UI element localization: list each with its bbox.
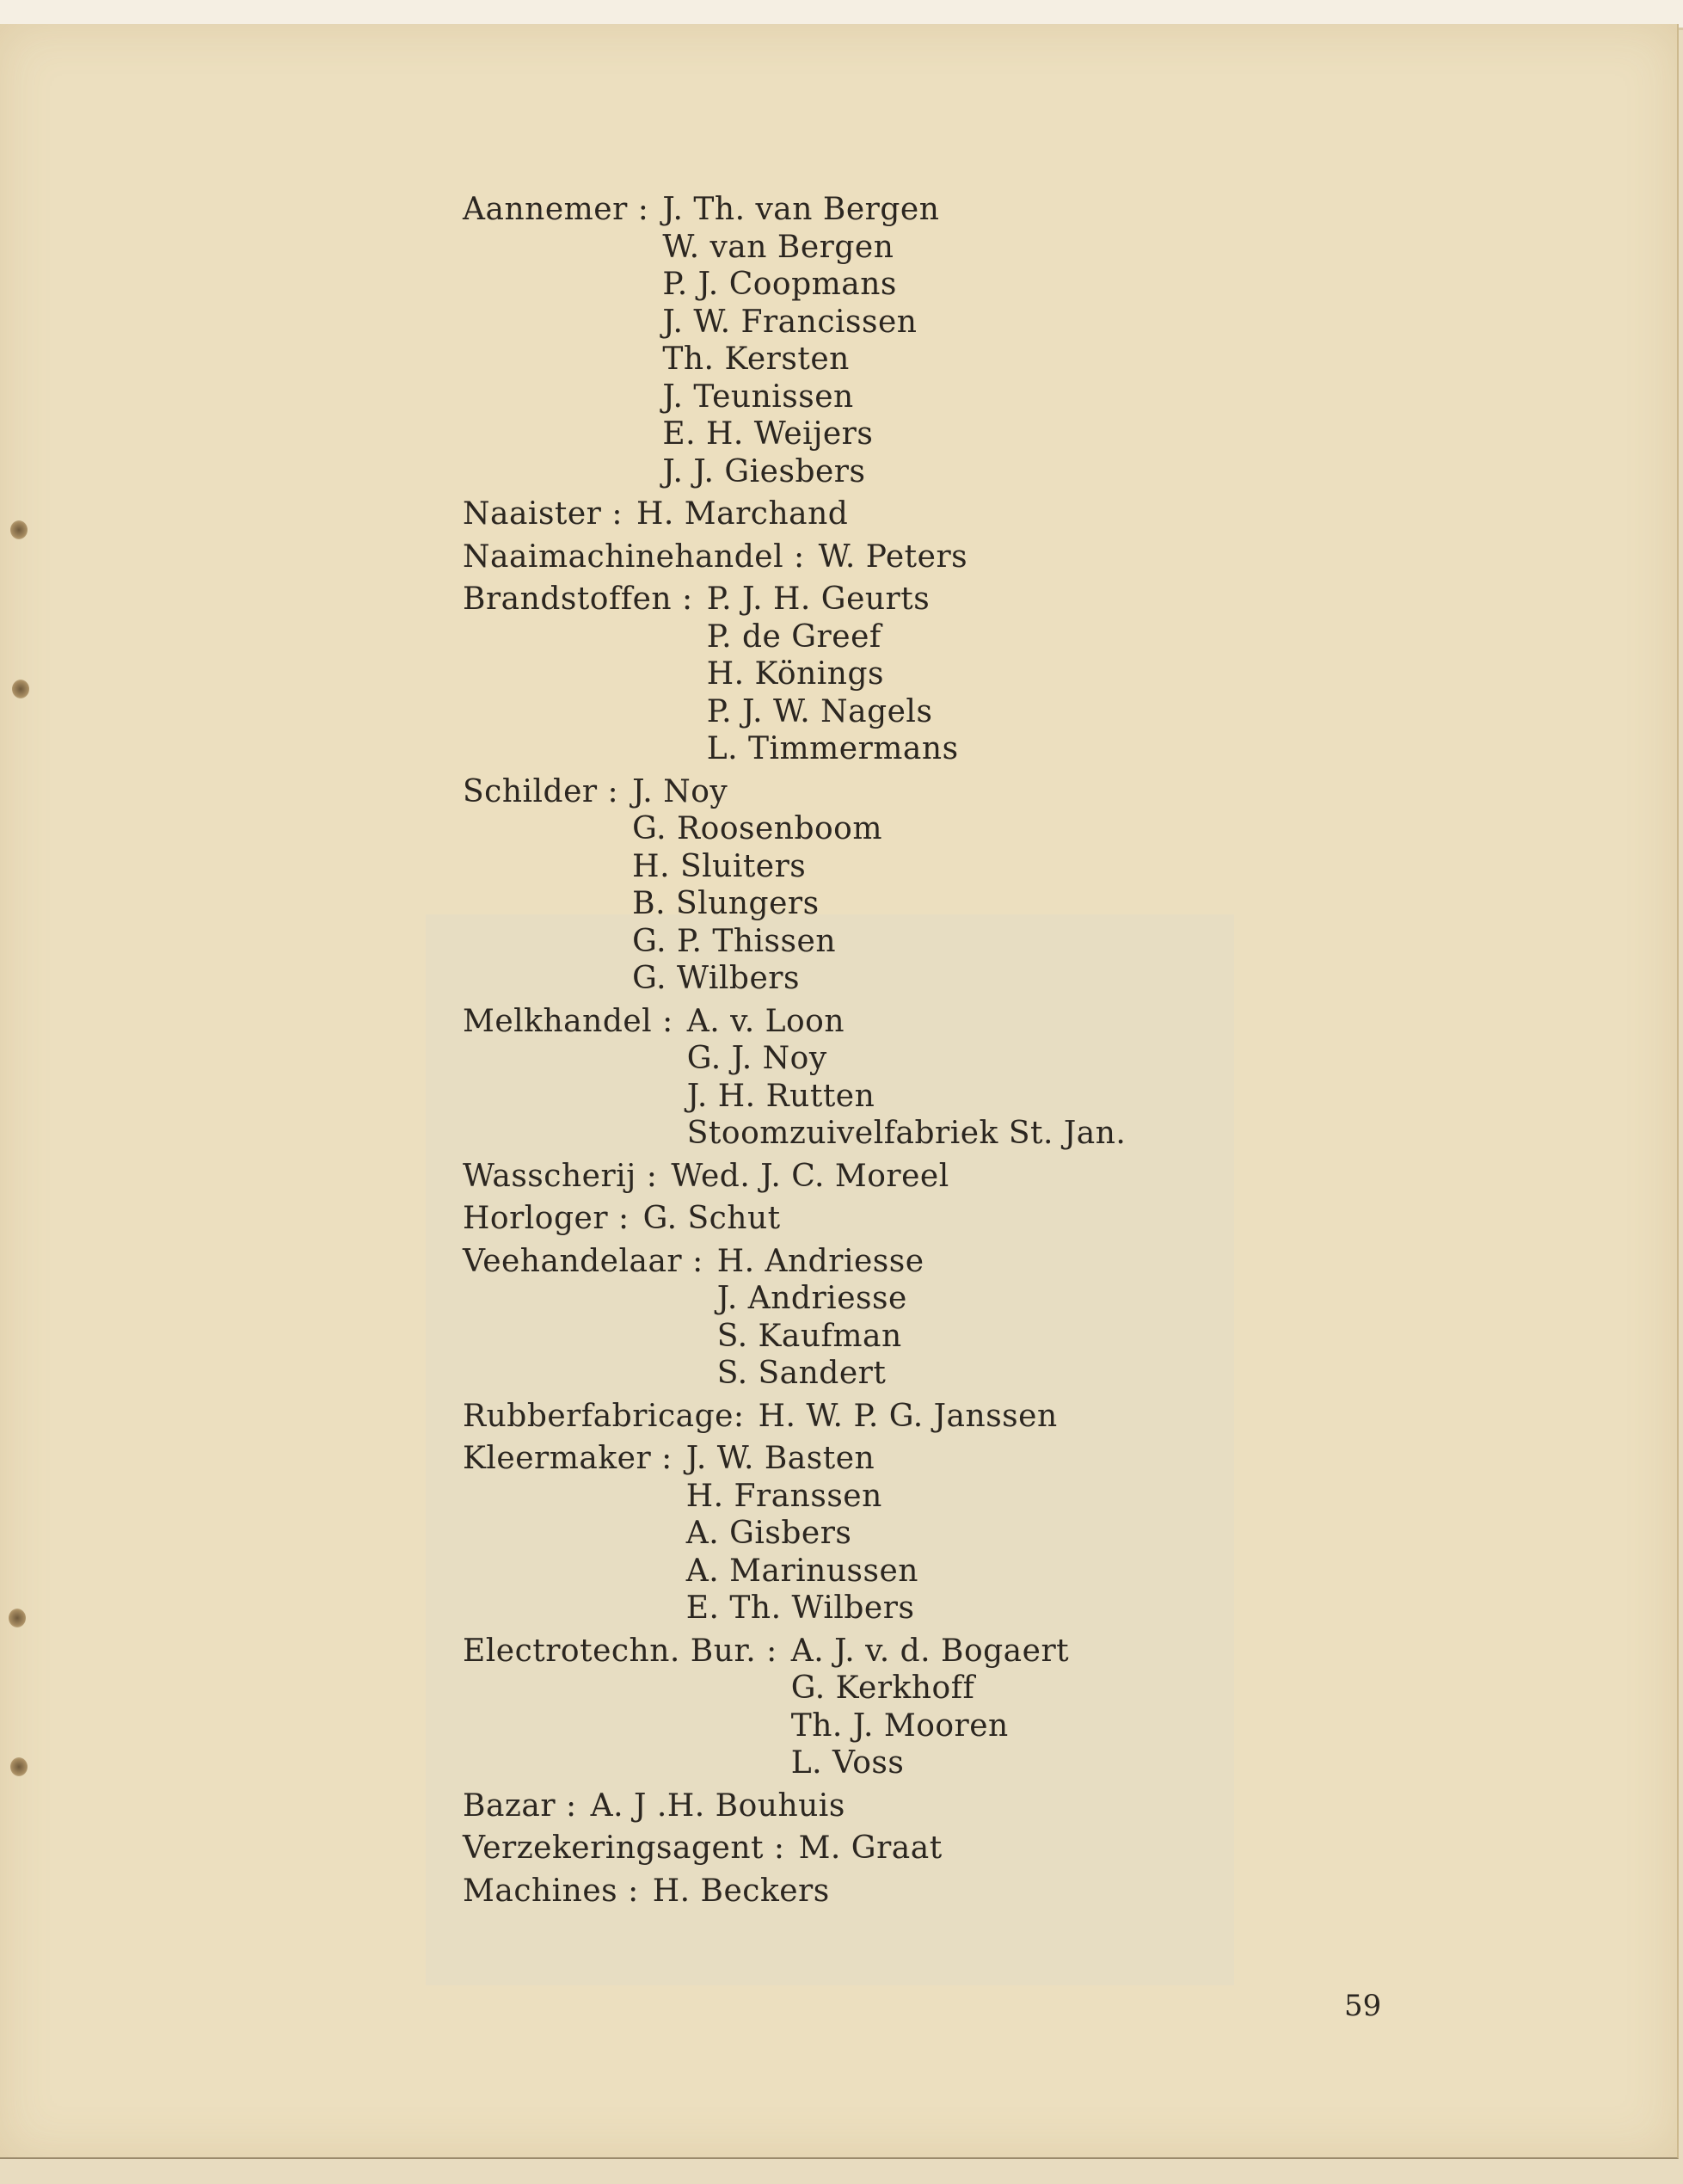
trade-label: Kleermaker : [463,1441,673,1476]
trader-name: Th. J. Mooren [790,1707,1009,1744]
trader-name: A. Gisbers [685,1516,852,1551]
directory-entry [463,1398,1126,1436]
trader-name: S. Kaufman [716,1318,902,1354]
trader-name: H. Könings [706,656,884,692]
trader-name: G. Roosenboom [632,811,882,846]
trade-label: Naaimachinehandel : [463,538,805,575]
trader-name: H. Sluiters [632,848,807,884]
directory-entry [463,581,1126,768]
trade-label: Schilder : [463,773,619,809]
directory-entry [463,1158,1126,1196]
directory-entry [463,191,1126,490]
binding-hole [10,1757,28,1776]
directory-entry [463,1243,1126,1393]
trader-name: E. H. Weijers [662,416,874,452]
directory-entry [463,1200,1126,1238]
trader-name: G. J. Noy [686,1041,827,1076]
trader-names [717,1243,924,1393]
trader-names [759,1398,1058,1436]
trader-name: E. Th. Wilbers [685,1590,915,1626]
directory-entry [463,1633,1126,1782]
trader-name: A. Marinussen [685,1553,918,1589]
trade-directory [463,191,1126,1915]
directory-entry [463,1830,1126,1867]
trader-name: H. Andriesse [716,1243,924,1279]
trader-names [653,1873,830,1910]
trader-name: W. Peters [818,538,968,575]
trader-name: P. J. H. Geurts [706,581,931,617]
trader-name: M. Graat [798,1830,943,1866]
binding-hole [12,680,29,698]
trade-label: Horloger : [463,1201,630,1236]
trade-label: Veehandelaar : [463,1243,703,1279]
trade-label: Naaister : [463,496,623,532]
trader-names [643,1200,781,1238]
trader-name: Wed. J. C. Moreel [671,1158,949,1194]
trader-name: W. van Bergen [662,229,894,265]
trader-name: Stoomzuivelfabriek St. Jan. [686,1116,1127,1151]
trader-name: J. W. Francissen [662,304,918,340]
trader-name: H. W. P. G. Janssen [758,1398,1058,1434]
trader-name: L. Timmermans [706,731,959,766]
trader-name: J. H. Rutten [686,1078,875,1114]
trader-names [791,1633,1069,1782]
trader-name: G. Kerkhoff [790,1670,975,1706]
trade-label: Rubberfabricage: [463,1398,745,1434]
trade-label: Electrotechn. Bur. : [463,1633,777,1669]
trader-name: L. Voss [790,1745,905,1781]
directory-entry [463,495,1126,533]
trader-name: A. J. v. d. Bogaert [790,1633,1070,1669]
directory-entry [463,1440,1126,1627]
binding-hole [10,520,28,539]
trader-name: J. Th. van Bergen [662,192,940,227]
trade-label: Melkhandel : [463,1003,673,1039]
trader-names [707,581,959,768]
trade-label: Bazar : [463,1787,577,1824]
trader-name: J. Andriesse [716,1281,907,1316]
trader-name: J. J. Giesbers [662,453,866,489]
trader-name: A. J .H. Bouhuis [590,1787,845,1824]
trader-name: J. W. Basten [685,1441,875,1476]
trader-names [686,1440,918,1627]
trade-label: Machines : [463,1873,639,1909]
trade-label: Brandstoffen : [463,581,693,617]
trader-name: J. Noy [632,773,728,809]
trader-name: P. de Greef [706,618,881,655]
directory-entry [463,1003,1126,1153]
trader-name: G. Wilbers [632,961,800,996]
trade-label: Aannemer : [463,192,649,227]
trader-names [671,1158,949,1196]
trader-name: G. P. Thissen [632,923,836,959]
trader-names [632,773,882,998]
trader-name: A. v. Loon [686,1003,845,1039]
page-number: 59 [1344,1989,1382,2023]
trader-name: P. J. W. Nagels [706,693,933,729]
trader-name: B. Slungers [632,886,820,921]
trader-name: H. Franssen [685,1478,882,1514]
trader-names [687,1003,1127,1153]
trader-names [591,1787,845,1825]
trader-name: Th. Kersten [662,341,850,377]
binding-hole [9,1609,26,1627]
trader-name: J. Teunissen [662,378,854,415]
trader-names [819,538,967,576]
trader-name: H. Beckers [652,1873,830,1909]
trader-name: H. Marchand [636,496,849,532]
trade-label: Wasscherij : [463,1158,658,1194]
trader-names [662,191,939,490]
trade-label: Verzekeringsagent : [463,1830,785,1866]
trader-name: G. Schut [642,1201,781,1236]
trader-names [636,495,848,533]
trader-names [799,1830,943,1867]
directory-entry [463,538,1126,576]
trader-name: S. Sandert [716,1356,887,1391]
directory-entry [463,1873,1126,1910]
directory-entry [463,773,1126,998]
directory-entry [463,1787,1126,1825]
trader-name: P. J. Coopmans [662,267,897,302]
